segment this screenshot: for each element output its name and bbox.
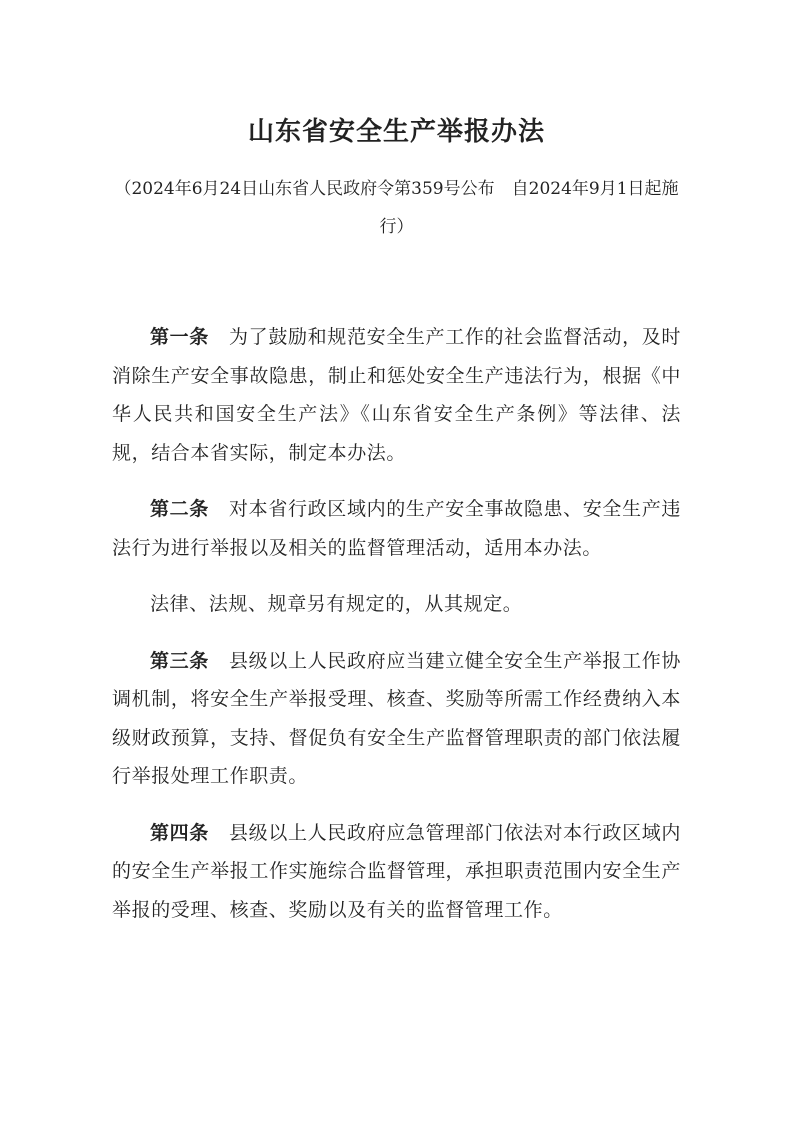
article-2 bbox=[112, 490, 681, 567]
document-title: 山东省安全生产举报办法 bbox=[247, 117, 545, 147]
article-4 bbox=[112, 814, 681, 930]
article-text: 县级以上人民政府应急管理部门依法对本行政区域内的安全生产举报工作实施综合监督管理，承担职责范围内安全生产举报的受理、核查、奖励以及有关的监督管理工作。 bbox=[112, 821, 681, 921]
article-label: 第四条 bbox=[150, 821, 209, 844]
article-2-clause bbox=[112, 585, 681, 624]
article-text: 法律、法规、规章另有规定的，从其规定。 bbox=[150, 593, 523, 615]
article-3 bbox=[112, 642, 681, 796]
article-label: 第二条 bbox=[150, 498, 209, 520]
article-text: 对本省行政区域内的生产安全事故隐患、安全生产违法行为进行举报以及相关的监督管理活动，适用本办法。 bbox=[112, 498, 681, 559]
article-label: 第三条 bbox=[150, 649, 209, 672]
article-text: 县级以上人民政府应当建立健全安全生产举报工作协调机制，将安全生产举报受理、核查、奖励等所需工作经费纳入本级财政预算，支持、督促负有安全生产监督管理职责的部门依法履行举报处理工作职责。 bbox=[112, 649, 681, 787]
article-text: 为了鼓励和规范安全生产工作的社会监督活动，及时消除生产安全事故隐患，制止和惩处安全生产违法行为，根据《中华人民共和国安全生产法》《山东省安全生产条例》等法律、法规，结合本省实际，制定本办法。 bbox=[112, 326, 681, 464]
article-label: 第一条 bbox=[150, 326, 209, 348]
document-body bbox=[112, 318, 681, 947]
document-subtitle: （2024年6月24日山东省人民政府令第359号公布 自2024年9月1日起施行） bbox=[114, 179, 679, 237]
article-1 bbox=[112, 318, 681, 472]
